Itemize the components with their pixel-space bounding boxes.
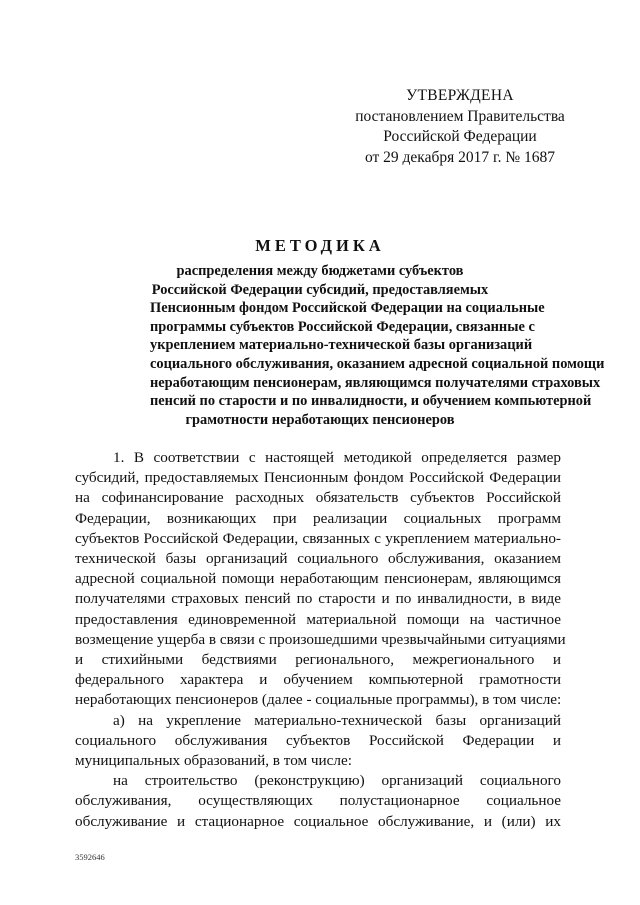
subtitle-line: программы субъектов Российской Федерации, связанные с bbox=[150, 318, 535, 335]
document-subtitle bbox=[150, 262, 605, 429]
paragraph-1-line: субъектов Российской Федерации, связанных с укреплением материально- bbox=[75, 529, 561, 547]
approval-stamp bbox=[330, 86, 590, 168]
construction-clause-line: обслуживание и стационарное социальное обслуживание, и (или) их bbox=[75, 812, 561, 830]
construction-clause-line: обслуживания, осуществляющих полустационарное социальное bbox=[75, 792, 561, 810]
subtitle-line: Российской Федерации субсидий, предоставляемых bbox=[151, 281, 489, 298]
paragraph-1-line: предоставления единовременной материальной помощи на частичное bbox=[75, 610, 561, 628]
construction-clause-line: на строительство (реконструкцию) организаций социального bbox=[113, 772, 561, 790]
paragraph-1-line: Федерации, возникающих при реализации социальных программ bbox=[75, 509, 561, 527]
paragraph-1-line: на софинансирование расходных обязательств субъектов Российской bbox=[75, 489, 561, 507]
paragraph-1-line: федерального характера и обучением компьютерной грамотности bbox=[75, 671, 561, 689]
document-title: МЕТОДИКА bbox=[255, 236, 385, 255]
approval-line-1: постановлением Правительства bbox=[355, 107, 565, 125]
subparagraph-a-line: а) на укрепление материально-технической базы организаций bbox=[113, 711, 561, 729]
document-code: 3592646 bbox=[75, 852, 105, 862]
subtitle-line: укреплением материально-технической базы организаций bbox=[150, 337, 533, 354]
paragraph-1-line: субсидий, предоставляемых Пенсионным фондом Российской Федерации bbox=[75, 469, 561, 487]
subtitle-line: распределения между бюджетами субъектов bbox=[176, 263, 464, 279]
document-body bbox=[75, 448, 566, 832]
approval-line-3: от 29 декабря 2017 г. № 1687 bbox=[364, 148, 556, 166]
approval-heading: УТВЕРЖДЕНА bbox=[406, 87, 514, 104]
approval-line-2: Российской Федерации bbox=[383, 128, 537, 145]
subtitle-line: социального обслуживания, оказанием адресной социальной помощи bbox=[150, 355, 605, 372]
paragraph-1-line: адресной социальной помощи неработающим пенсионерам, являющимся bbox=[75, 570, 561, 588]
subtitle-line: неработающим пенсионерам, являющимся получателями страховых bbox=[150, 374, 601, 391]
subparagraph-a-line: муниципальных образований, в том числе: bbox=[75, 752, 352, 770]
paragraph-1-line: и стихийными бедствиями регионального, межрегионального и bbox=[75, 651, 561, 669]
paragraph-1-line: получателями страховых пенсий по старости и по инвалидности, в виде bbox=[75, 590, 561, 608]
subtitle-line: пенсий по старости и по инвалидности, и обучением компьютерной bbox=[150, 393, 592, 410]
paragraph-1-line: технической базы организаций социального обслуживания, оказанием bbox=[75, 550, 561, 568]
paragraph-1-line: возмещение ущерба в связи с произошедшими чрезвычайными ситуациями bbox=[75, 630, 566, 648]
subtitle-line: Пенсионным фондом Российской Федерации на социальные bbox=[150, 300, 545, 317]
subtitle-line: грамотности неработающих пенсионеров bbox=[185, 411, 455, 428]
subparagraph-a-line: социального обслуживания субъектов Российской Федерации и bbox=[75, 731, 561, 749]
paragraph-1-line: неработающих пенсионеров (далее - социальные программы), в том числе: bbox=[75, 691, 562, 709]
paragraph-1-line: 1. В соответствии с настоящей методикой определяется размер bbox=[113, 449, 561, 466]
